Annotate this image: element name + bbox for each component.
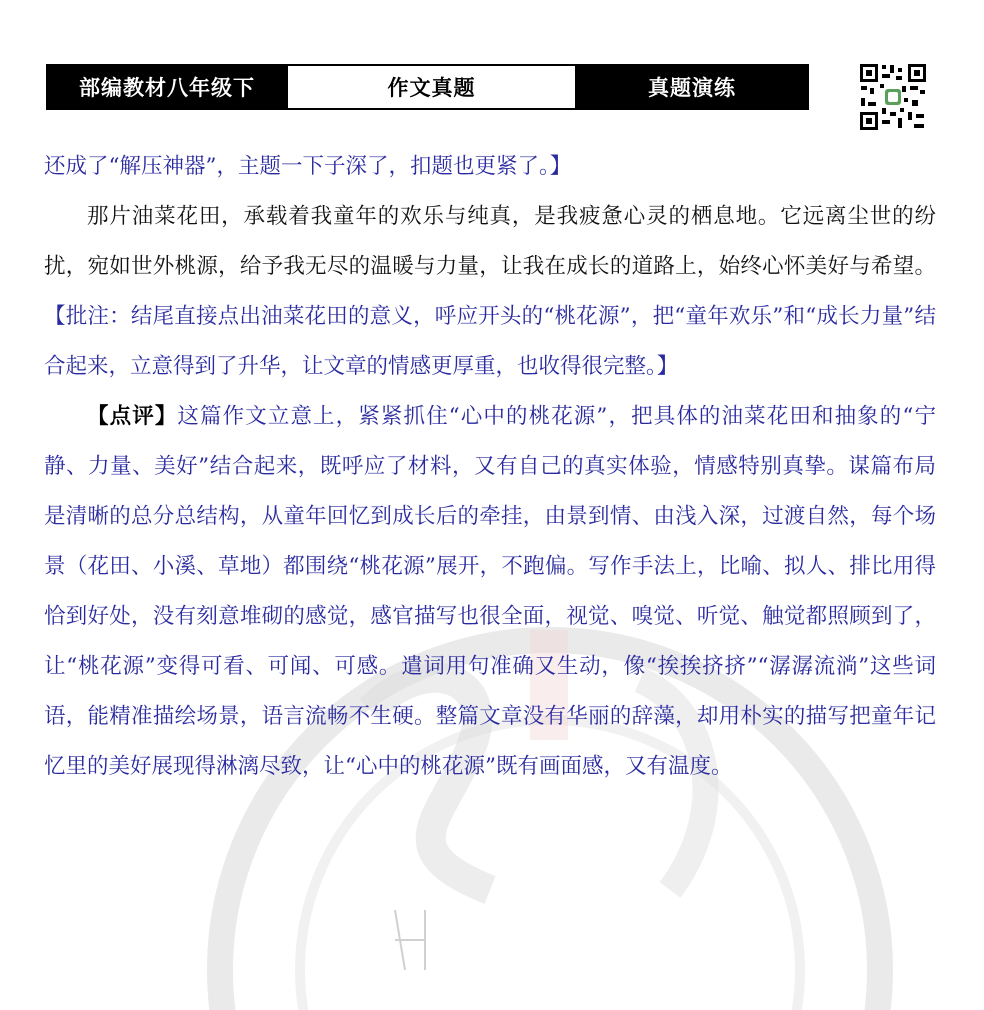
closing-paragraph-text: 那片油菜花田，承载着我童年的欢乐与纯真，是我疲惫心灵的栖息地。它远离尘世的纷扰，宛如世外桃源，给予我无尽的温暖与力量，让我在成长的道路上，始终心怀美好与希望。 [44, 204, 936, 279]
annotation-end: 还成了“解压神器”，主题一下子深了，扣题也更紧了。】 [44, 154, 572, 179]
review-label: 【点评】 [87, 404, 178, 429]
essay-content [44, 142, 936, 792]
header-topic: 作文真题 [286, 66, 577, 108]
review-text: 这篇作文立意上，紧紧抓住“心中的桃花源”，把具体的油菜花田和抽象的“宁静、力量、美好”结合起来，既呼应了材料，又有自己的真实体验，情感特别真挚。谋篇布局是清晰的总分总结构，从童年回忆到成长后的牵挂，由景到情、由浅入深，过渡自然，每个场景（花田、小溪、草地）都围绕“桃花源”展开，不跑偏。写作手法上，比喻、拟人、排比用得恰到好处，没有刻意堆砌的感觉，感官描写也很全面，视觉、嗅觉、听觉、触觉都照顾到了，让“桃花源”变得可看、可闻、可感。遣词用句准确又生动，像“挨挨挤挤”“潺潺流淌”这些词语，能精准描绘场景，语言流畅不生硬。整篇文章没有华丽的辞藻，却用朴实的描写把童年记忆里的美好展现得淋漓尽致，让“心中的桃花源”既有画面感，又有温度。 [44, 404, 936, 779]
header-section: 真题演练 [577, 66, 807, 108]
header-bar [46, 64, 809, 110]
review-paragraph [44, 392, 936, 792]
closing-paragraph [44, 192, 936, 392]
closing-annotation: 【批注：结尾直接点出油菜花田的意义，呼应开头的“桃花源”，把“童年欢乐”和“成长力量”结合起来，立意得到了升华，让文章的情感更厚重，也收得很完整。】 [44, 304, 936, 379]
qr-code-icon [858, 62, 928, 132]
header-textbook: 部编教材八年级下 [48, 66, 286, 108]
